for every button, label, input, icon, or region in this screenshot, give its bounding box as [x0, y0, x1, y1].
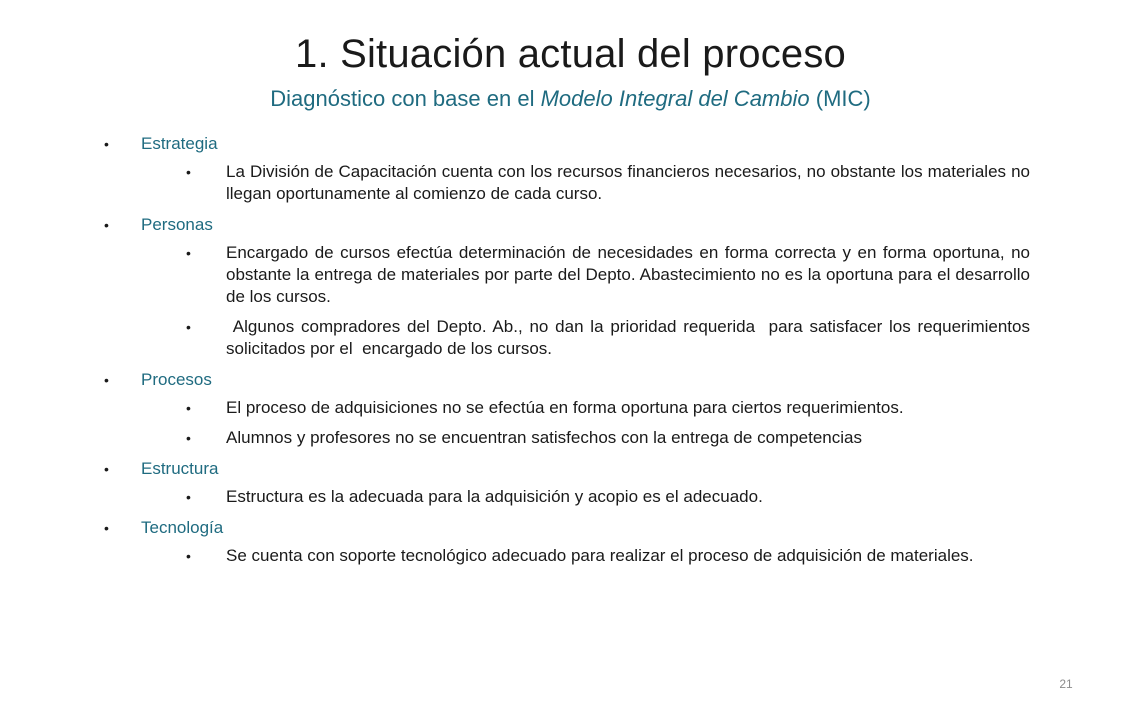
category-tecnologia: [100, 517, 1030, 539]
bullet-icon: •: [186, 319, 191, 335]
page-number: 21: [1059, 677, 1073, 691]
bullet-list: [100, 133, 1035, 575]
category-label: Procesos: [141, 370, 212, 389]
category-label: Estructura: [141, 459, 219, 478]
list-item: [186, 397, 1030, 419]
bullet-icon: •: [186, 548, 191, 564]
item-text: Se cuenta con soporte tecnológico adecuado para realizar el proceso de adquisición de materiales.: [226, 546, 974, 565]
list-item: [186, 161, 1030, 205]
slide-title: 1. Situación actual del proceso: [295, 32, 846, 76]
list-item: [186, 427, 1030, 449]
item-text: Alumnos y profesores no se encuentran satisfechos con la entrega de competencias: [226, 428, 862, 447]
subtitle-suffix: (MIC): [809, 86, 871, 111]
category-label: Estrategia: [141, 134, 218, 153]
category-personas: [100, 214, 1030, 236]
bullet-icon: •: [104, 520, 109, 536]
subtitle-italic: Modelo Integral del Cambio: [540, 86, 810, 111]
subtitle-prefix: Diagnóstico con base en el: [270, 86, 541, 111]
item-text: La División de Capacitación cuenta con los recursos financieros necesarios, no obstante los materiales no llegan oportunamente al comienzo de cada curso.: [226, 162, 1030, 203]
bullet-icon: •: [104, 217, 109, 233]
list-item: [186, 316, 1035, 360]
list-item: [186, 545, 1030, 567]
category-label: Personas: [141, 215, 213, 234]
bullet-icon: •: [104, 136, 109, 152]
list-item: [186, 486, 1030, 508]
bullet-icon: •: [186, 400, 191, 416]
bullet-icon: •: [186, 245, 191, 261]
bullet-icon: •: [186, 489, 191, 505]
bullet-icon: •: [186, 430, 191, 446]
category-label: Tecnología: [141, 518, 224, 537]
list-item: [186, 242, 1030, 308]
item-text: El proceso de adquisiciones no se efectúa en forma oportuna para ciertos requerimientos.: [226, 398, 904, 417]
category-estrategia: [100, 133, 1030, 155]
item-text: Encargado de cursos efectúa determinación de necesidades en forma correcta y en forma oportuna, no obstante la entrega de materiales por parte del Depto. Abastecimiento no es la oportuna para el desarrollo de los cursos.: [226, 243, 1030, 306]
item-text: Algunos compradores del Depto. Ab., no dan la prioridad requerida para satisfacer los requerimientos solicitados por el encargado de los cursos.: [226, 317, 1035, 358]
item-text: Estructura es la adecuada para la adquisición y acopio es el adecuado.: [226, 487, 763, 506]
category-procesos: [100, 369, 1030, 391]
category-estructura: [100, 458, 1030, 480]
bullet-icon: •: [104, 461, 109, 477]
bullet-icon: •: [104, 372, 109, 388]
bullet-icon: •: [186, 164, 191, 180]
slide-subtitle: [0, 84, 1141, 114]
